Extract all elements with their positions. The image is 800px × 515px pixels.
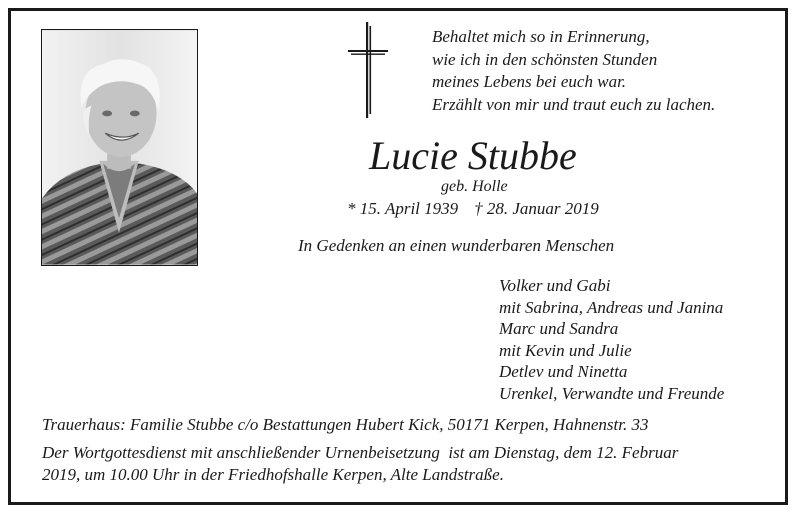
portrait-image [42,30,197,265]
poem-line: Behaltet mich so in Erinnerung, [432,27,650,46]
maiden-name: geb. Holle [441,178,508,195]
service-line: Der Wortgottesdienst mit anschließender Urnenbeisetzung ist am Dienstag, dem 12. Februar [42,443,679,462]
memorial-line: In Gedenken an einen wunderbaren Menschen [298,236,615,255]
birth-date: * 15. April 1939 [347,199,459,218]
mourner-line: Detlev und Ninetta [499,362,628,381]
mourning-house-address: Trauerhaus: Familie Stubbe c/o Bestattungen Hubert Kick, 50171 Kerpen, Hahnenstr. 33 [42,415,649,434]
service-line: 2019, um 10.00 Uhr in der Friedhofshalle Kerpen, Alte Landstraße. [42,465,504,484]
mourner-line: mit Sabrina, Andreas und Janina [499,297,724,317]
cross-icon [348,22,388,118]
poem-line: Erzählt von mir und traut euch zu lachen. [432,94,716,114]
mourners-list [499,275,724,404]
mourner-line: mit Kevin und Julie [499,340,632,360]
poem-line: meines Lebens bei euch war. [432,72,627,91]
death-date: † 28. Januar 2019 [474,199,599,218]
deceased-name: Lucie Stubbe [369,133,577,178]
mourner-line: Marc und Sandra [499,319,619,338]
life-dates [347,198,599,220]
poem-verse [432,26,715,116]
service-info [42,442,767,486]
poem-line: wie ich in den schönsten Stunden [432,49,658,69]
portrait-photo [41,29,198,266]
mourner-line: Volker und Gabi [499,276,611,295]
mourner-line: Urenkel, Verwandte und Freunde [499,383,725,403]
